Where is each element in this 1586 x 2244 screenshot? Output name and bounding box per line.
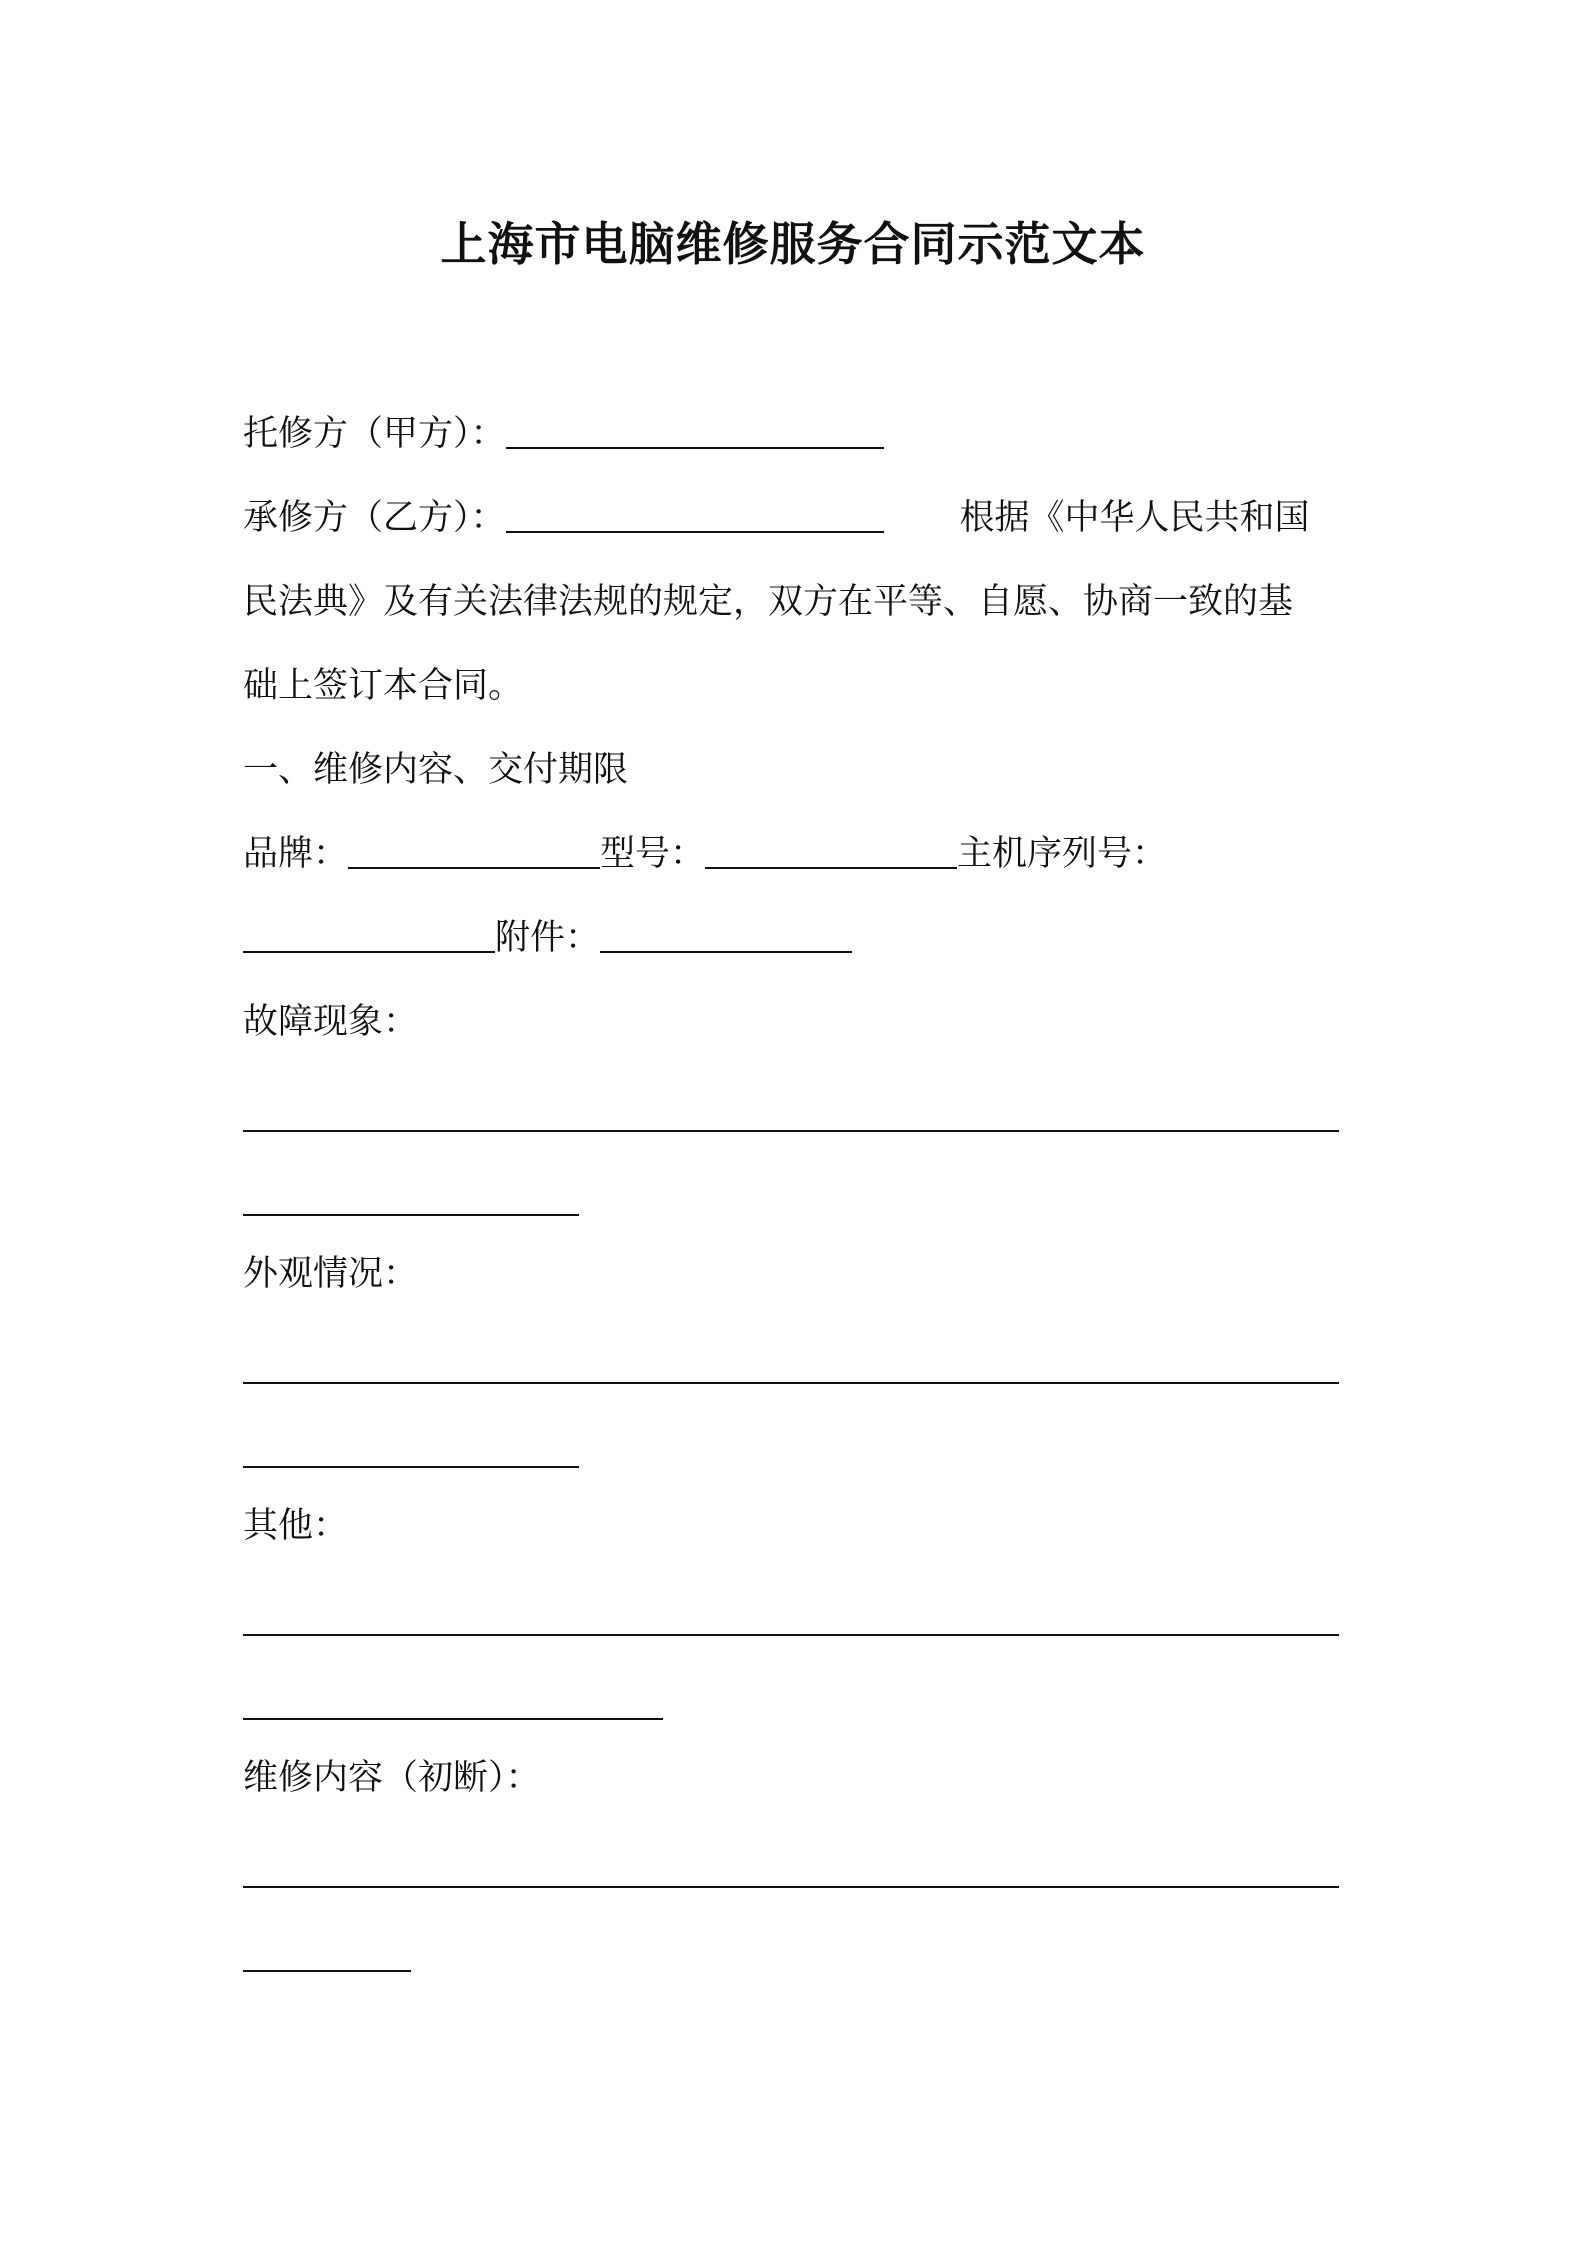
serial-blank[interactable] <box>243 919 495 953</box>
document-title: 上海市电脑维修服务合同示范文本 <box>440 217 1146 271</box>
accessory-blank[interactable] <box>600 919 852 953</box>
appearance-blank-line-2[interactable] <box>243 1466 579 1468</box>
appearance-label: 外观情况： <box>243 1254 419 1294</box>
brand-blank[interactable] <box>348 835 600 869</box>
party-b-row <box>243 494 1310 542</box>
fault-label: 故障现象： <box>243 1002 419 1042</box>
fault-blank-line-1[interactable] <box>243 1130 1339 1132</box>
repair-content-blank-line-1[interactable] <box>243 1886 1339 1888</box>
section1-heading: 一、维修内容、交付期限 <box>243 750 629 790</box>
device-info-row <box>243 830 1167 878</box>
fault-blank-line-2[interactable] <box>243 1214 579 1216</box>
brand-label: 品牌： <box>243 834 349 874</box>
party-b-blank[interactable] <box>506 499 884 533</box>
preamble-end: 础上签订本合同。 <box>243 666 524 706</box>
model-label: 型号： <box>600 834 706 874</box>
other-blank-line-1[interactable] <box>243 1634 1339 1636</box>
preamble-middle: 民法典》及有关法律法规的规定，双方在平等、自愿、协商一致的基 <box>243 582 1294 622</box>
accessory-row <box>243 914 852 962</box>
repair-content-label: 维修内容（初断）： <box>243 1758 541 1798</box>
party-a-row <box>243 410 884 458</box>
party-b-label: 承修方（乙方）： <box>243 498 506 538</box>
repair-content-blank-line-2[interactable] <box>243 1970 411 1972</box>
other-label: 其他： <box>243 1506 349 1546</box>
serial-label: 主机序列号： <box>957 834 1168 874</box>
preamble-start: 根据《中华人民共和国 <box>959 498 1310 538</box>
appearance-blank-line-1[interactable] <box>243 1382 1339 1384</box>
other-blank-line-2[interactable] <box>243 1718 663 1720</box>
party-a-blank[interactable] <box>506 415 884 449</box>
model-blank[interactable] <box>705 835 957 869</box>
party-a-label: 托修方（甲方）： <box>243 414 506 454</box>
accessory-label: 附件： <box>495 918 601 958</box>
